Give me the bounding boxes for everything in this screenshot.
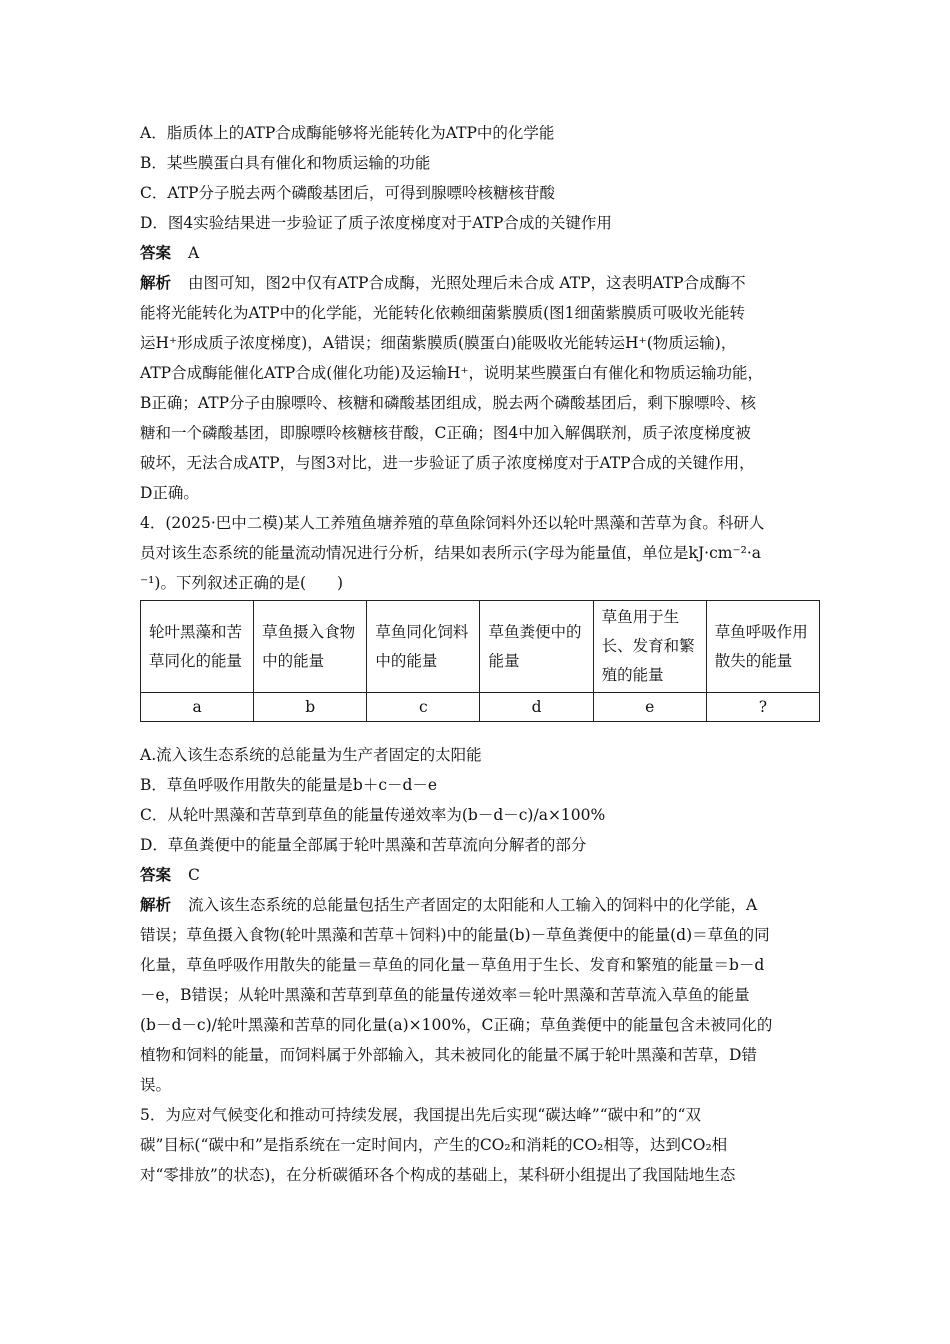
q4-option-b: B．草鱼呼吸作用散失的能量是b＋c－d－e (140, 776, 438, 794)
q4-options (140, 740, 820, 860)
q4-stem-line: ⁻¹)。下列叙述正确的是( ) (140, 574, 344, 592)
q3-option-b: B．某些膜蛋白具有催化和物质运输的功能 (140, 154, 431, 172)
table-cell: ? (706, 693, 819, 722)
q4-analysis-line: －e，B错误；从轮叶黑藻和苦草到草鱼的能量传递效率＝轮叶黑藻和苦草流入草鱼的能量 (140, 986, 750, 1004)
q4-analysis-line: 化量，草鱼呼吸作用散失的能量＝草鱼的同化量－草鱼用于生长、发育和繁殖的能量＝b－d (140, 956, 765, 974)
q4-stem-line: 4．(2025·巴中二模)某人工养殖鱼塘养殖的草鱼除饲料外还以轮叶黑藻和苦草为食。科研人 (140, 514, 765, 532)
table-cell: a (141, 693, 254, 722)
table-header-cell: 轮叶黑藻和苦草同化的能量 (141, 601, 254, 693)
q4-option-a: A.流入该生态系统的总能量为生产者固定的太阳能 (140, 746, 482, 764)
table-header-row (141, 601, 820, 693)
q3-analysis-line: 能将光能转化为ATP中的化学能，光能转化依赖细菌紫膜质(图1细菌紫膜质可吸收光能转 (140, 304, 746, 322)
q4-analysis-line: 错误；草鱼摄入食物(轮叶黑藻和苦草＋饲料)中的能量(b)－草鱼粪便中的能量(d)＝草鱼的同 (140, 926, 770, 944)
table-header-cell: 草鱼呼吸作用散失的能量 (706, 601, 819, 693)
energy-table (140, 600, 820, 722)
q5-stem-line: 对“零排放”的状态)，在分析碳循环各个构成的基础上，某科研小组提出了我国陆地生态 (140, 1166, 736, 1184)
table-cell: b (254, 693, 367, 722)
document-page (140, 118, 820, 1190)
q3-option-d: D．图4实验结果进一步验证了质子浓度梯度对于ATP合成的关键作用 (140, 214, 612, 232)
q5-stem (140, 1100, 820, 1190)
q4-answer-label: 答案 (140, 865, 172, 884)
q4-analysis-text: 流入该生态系统的总能量包括生产者固定的太阳能和人工输入的饲料中的化学能，A (187, 896, 758, 914)
q3-answer (140, 238, 820, 268)
q4-analysis-label: 解析 (140, 895, 172, 914)
q3-answer-label: 答案 (140, 243, 172, 262)
q4-option-d: D．草鱼粪便中的能量全部属于轮叶黑藻和苦草流向分解者的部分 (140, 836, 587, 854)
q4-option-c: C．从轮叶黑藻和苦草到草鱼的能量传递效率为(b－d－c)/a×100% (140, 806, 606, 824)
q4-analysis-line: 误。 (140, 1076, 172, 1094)
table-cell: d (480, 693, 593, 722)
q4-analysis-line: (b－d－c)/轮叶黑藻和苦草的同化量(a)×100%，C正确；草鱼粪便中的能量包含未被同化的 (140, 1016, 773, 1034)
q5-stem-line: 5．为应对气候变化和推动可持续发展，我国提出先后实现“碳达峰”“碳中和”的“双 (140, 1106, 701, 1124)
q4-analysis (140, 890, 820, 1100)
table-cell: c (367, 693, 480, 722)
q3-analysis-line: 破坏，无法合成ATP，与图3对比，进一步验证了质子浓度梯度对于ATP合成的关键作用， (140, 454, 755, 472)
spacer (140, 726, 820, 740)
q3-answer-value: A (187, 244, 200, 262)
q3-analysis (140, 268, 820, 508)
q3-analysis-line: B正确；ATP分子由腺嘌呤、核糖和磷酸基团组成，脱去两个磷酸基团后，剩下腺嘌呤、核 (140, 394, 757, 412)
q3-analysis-line: ATP合成酶能催化ATP合成(催化功能)及运输H⁺，说明某些膜蛋白有催化和物质运输功能， (140, 364, 764, 382)
table-header-cell: 草鱼摄入食物中的能量 (254, 601, 367, 693)
table-header-cell: 草鱼粪便中的能量 (480, 601, 593, 693)
q3-option-a: A．脂质体上的ATP合成酶能够将光能转化为ATP中的化学能 (140, 124, 555, 142)
q3-analysis-line (140, 268, 820, 298)
q5-stem-line: 碳”目标(“碳中和”是指系统在一定时间内，产生的CO₂和消耗的CO₂相等，达到CO₂相 (140, 1136, 728, 1154)
q4-stem (140, 508, 820, 598)
table-header-cell: 草鱼用于生长、发育和繁殖的能量 (593, 601, 706, 693)
q3-option-c: C．ATP分子脱去两个磷酸基团后，可得到腺嘌呤核糖核苷酸 (140, 184, 555, 202)
q3-analysis-label: 解析 (140, 273, 172, 292)
q3-analysis-line: D正确。 (140, 484, 199, 502)
q3-analysis-text: 由图可知，图2中仅有ATP合成酶，光照处理后未合成 ATP，这表明ATP合成酶不 (187, 274, 746, 292)
table-cell: e (593, 693, 706, 722)
q4-answer-value: C (187, 866, 200, 884)
q4-answer (140, 860, 820, 890)
q3-options (140, 118, 820, 238)
q4-analysis-line (140, 890, 820, 920)
q4-analysis-line: 植物和饲料的能量，而饲料属于外部输入，其未被同化的能量不属于轮叶黑藻和苦草，D错 (140, 1046, 757, 1064)
table-row (141, 693, 820, 722)
q3-analysis-line: 运H⁺形成质子浓度梯度)，A错误；细菌紫膜质(膜蛋白)能吸收光能转运H⁺(物质运输)， (140, 334, 737, 352)
q4-stem-line: 员对该生态系统的能量流动情况进行分析，结果如表所示(字母为能量值，单位是kJ·cm⁻²·a (140, 544, 762, 562)
table-header-cell: 草鱼同化饲料中的能量 (367, 601, 480, 693)
q3-analysis-line: 糖和一个磷酸基团，即腺嘌呤核糖核苷酸，C正确；图4中加入解偶联剂，质子浓度梯度被 (140, 424, 751, 442)
